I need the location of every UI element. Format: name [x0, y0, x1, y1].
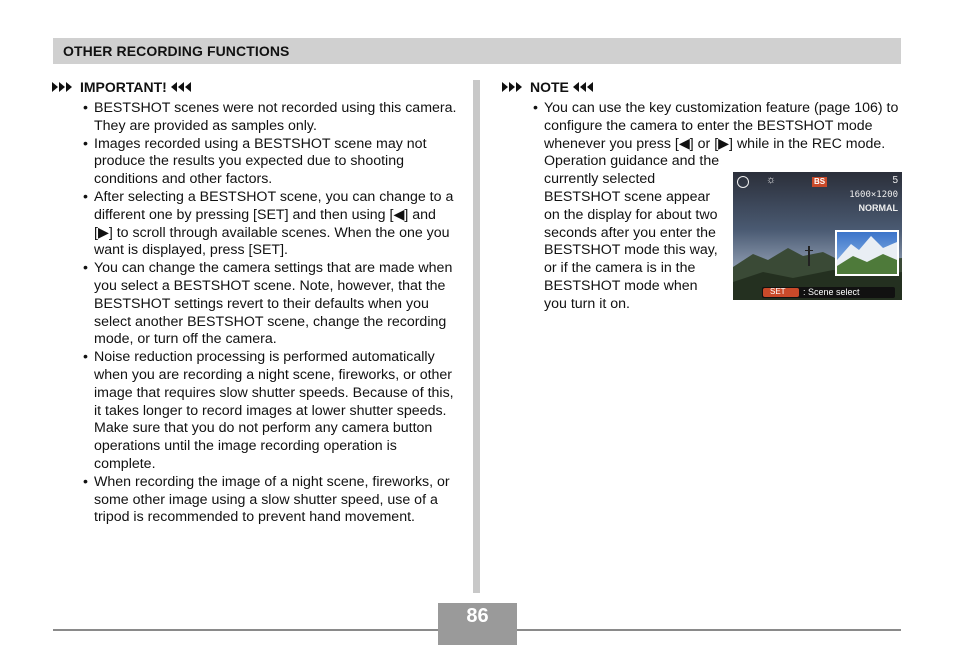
section-title: OTHER RECORDING FUNCTIONS [63, 43, 290, 59]
column-divider [473, 80, 480, 593]
page-number: 86 [466, 605, 489, 627]
arrows-right-icon [52, 81, 74, 93]
list-item: • BESTSHOT scenes were not recorded using this camera. They are provided as samples only. [83, 100, 457, 136]
arrows-right-icon [502, 81, 524, 93]
note-text: You can use the key customization feature (page 106) to configure the camera to enter the BESTSHOT mode whenever you press [◀] or [▶] while in the REC mode. [544, 100, 899, 152]
list-item: • When recording the image of a night scene, fireworks, or some other image using a slow shutter speed, use of a tripod is recommended to prevent hand movement. [83, 474, 457, 527]
note-label: NOTE [530, 79, 569, 95]
camera-mode-icon [737, 176, 749, 188]
list-item: • After selecting a BESTSHOT scene, you can change to a different one by pressing [SET] and then using [◀] and [▶] to scroll through available scenes. When the one you want is displayed, press [SET]. [83, 189, 457, 260]
important-label: IMPORTANT! [80, 79, 167, 95]
important-section [52, 78, 457, 527]
list-item: • Noise reduction processing is performed automatically when you are recording a night scene, fireworks, or other image that requires slow shutter speeds. Because of this, it takes longer to record images at lower shutter speeds. Make sure that you do not perform any camera button operations until the image recording operation is complete. [83, 349, 457, 474]
list-item: • You can change the camera settings that are made when you select a BESTSHOT scene. Note, however, that the BESTSHOT settings revert to their defaults when you select another BESTSHOT scene, change the recording mode, or turn off the camera. [83, 260, 457, 349]
quality-readout: NORMAL [858, 203, 898, 213]
arrows-left-icon [573, 81, 595, 93]
arrows-left-icon [171, 81, 193, 93]
scene-select-guide: : Scene select [803, 287, 860, 297]
section-header-bar [53, 38, 901, 64]
note-text-continued: Operation guidance and the currently selected BESTSHOT scene appear on the display for about two seconds after you enter the BESTSHOT mode this way, or if the camera is in the BESTSHOT mode when you turn it on. [544, 153, 720, 312]
camera-screen-illustration [733, 172, 902, 300]
shots-remaining: 5 [892, 175, 898, 186]
note-heading [502, 78, 902, 96]
bestshot-badge: BS [814, 177, 826, 186]
resolution-readout: 1600×1200 [849, 190, 898, 200]
sun-icon: ☼ [766, 174, 777, 186]
bullet: • [533, 100, 538, 116]
important-heading [52, 78, 457, 96]
list-item: • Images recorded using a BESTSHOT scene may not produce the results you expected due to shooting conditions and other factors. [83, 136, 457, 189]
important-list [52, 100, 457, 527]
set-label: SET [770, 287, 786, 296]
page-number-box [438, 603, 517, 645]
